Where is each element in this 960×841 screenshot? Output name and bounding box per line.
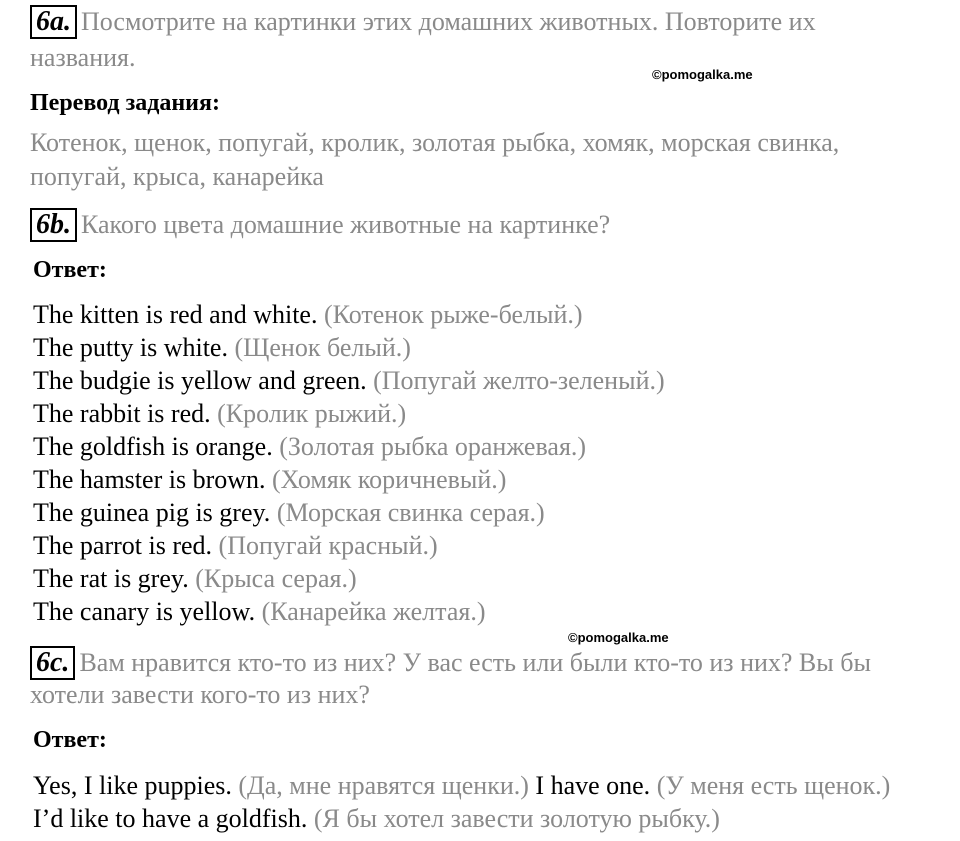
answer-en: The parrot is red. xyxy=(33,531,213,560)
translation-heading: Перевод задания: xyxy=(30,90,220,116)
answer-en: The putty is white. xyxy=(33,333,228,362)
answer-ru: (Крыса серая.) xyxy=(195,564,357,593)
task-6b-text: Какого цвета домашние животные на картинке? xyxy=(81,210,611,239)
answer-en: The rat is grey. xyxy=(33,564,189,593)
answer-6c-line2 xyxy=(33,802,720,835)
answer-ru: (Да, мне нравятся щенки.) xyxy=(238,771,529,800)
answer-line xyxy=(33,298,665,331)
answer-ru: (Я бы хотел завести золотую рыбку.) xyxy=(313,804,720,833)
task-label-6b: 6b. xyxy=(30,208,77,242)
task-6c xyxy=(30,646,871,680)
answer-ru: (Котенок рыже-белый.) xyxy=(323,300,583,329)
answer-ru: (У меня есть щенок.) xyxy=(656,771,891,800)
answer-ru: (Попугай красный.) xyxy=(218,531,438,560)
task-label-6c: 6c. xyxy=(30,646,75,680)
answer-line xyxy=(33,595,665,628)
watermark-top: ©pomogalka.me xyxy=(652,67,753,82)
answer-line xyxy=(33,331,665,364)
answer-line xyxy=(33,430,665,463)
task-6c-text-line2: хотели завести кого-то из них? xyxy=(30,680,370,709)
answer-ru: (Попугай желто-зеленый.) xyxy=(373,366,665,395)
task-6c-text-line1: Вам нравится кто-то из них? У вас есть или были кто-то из них? Вы бы xyxy=(79,648,871,677)
answer-en: I’d like to have a goldfish. xyxy=(33,804,308,833)
answer-en: The guinea pig is grey. xyxy=(33,498,271,527)
answer-en: The hamster is brown. xyxy=(33,465,266,494)
task-6a-text-line2: названия. xyxy=(30,43,136,72)
answer-ru: (Щенок белый.) xyxy=(234,333,411,362)
answer-en: The budgie is yellow and green. xyxy=(33,366,367,395)
answer-line xyxy=(33,463,665,496)
answer-en: The canary is yellow. xyxy=(33,597,256,626)
answer-en: The rabbit is red. xyxy=(33,399,211,428)
translation-line1: Котенок, щенок, попугай, кролик, золотая рыбка, хомяк, морская свинка, xyxy=(30,128,840,157)
answer-heading-6b: Ответ: xyxy=(33,257,107,283)
answer-line xyxy=(33,496,665,529)
answer-line xyxy=(33,364,665,397)
answer-ru: (Золотая рыбка оранжевая.) xyxy=(279,432,587,461)
answer-ru: (Хомяк коричневый.) xyxy=(272,465,507,494)
translation-line2: попугай, крыса, канарейка xyxy=(30,162,324,191)
answer-6c-line1 xyxy=(33,769,890,802)
answer-en: The goldfish is orange. xyxy=(33,432,273,461)
watermark-middle: ©pomogalka.me xyxy=(568,630,669,645)
task-6a xyxy=(30,5,816,39)
answer-list-6b xyxy=(33,298,665,628)
answer-line xyxy=(33,397,665,430)
task-6b xyxy=(30,208,610,242)
answer-en: I have one. xyxy=(535,771,651,800)
task-6a-text-line1: Посмотрите на картинки этих домашних животных. Повторите их xyxy=(81,7,816,36)
task-label-6a: 6a. xyxy=(30,5,77,39)
answer-ru: (Кролик рыжий.) xyxy=(217,399,407,428)
answer-en: Yes, I like puppies. xyxy=(33,771,232,800)
answer-ru: (Морская свинка серая.) xyxy=(276,498,545,527)
answer-line xyxy=(33,562,665,595)
answer-line xyxy=(33,529,665,562)
answer-en: The kitten is red and white. xyxy=(33,300,318,329)
answer-ru: (Канарейка желтая.) xyxy=(261,597,486,626)
answer-heading-6c: Ответ: xyxy=(33,727,107,753)
